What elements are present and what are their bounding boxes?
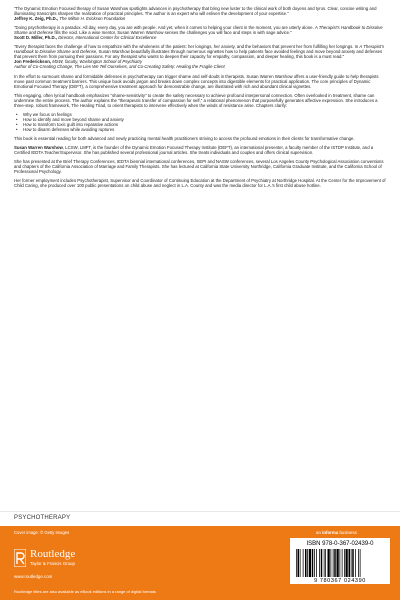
list-item: • Why we focus on feelings: [14, 112, 388, 117]
list-item: • How to identify and move beyond shame and anxiety: [14, 117, 388, 122]
publisher-name: Routledge: [30, 548, 76, 560]
description-paragraph: In the effort to surmount shame and formidable defenses in psychotherapy can trigger shame and self-doubt in therapists. Susan Warren Warshow offers a user-friendly guide to help therapists move past common treatment barriers. This unique book avoids jargon and breaks down complex concepts into digestible elements for practical application. The core principles of Dynamic Emotional Focused Therapy (DEFT), a comprehensive treatment approach for demonstrable change, are illustrated with rich and abundant clinical vignettes.: [14, 73, 379, 89]
list-item: • How to transform toxic guilt into reparative actions: [14, 122, 388, 127]
endorsement-zeig: [14, 6, 388, 21]
ebook-note: Routledge titles are also available as eBook editions in a range of digital formats: [14, 589, 156, 594]
endorsement-attribution: [14, 16, 388, 21]
author-bio: She has presented at the Brief Therapy Conferences, IEDTA biennial international conferences, SEPI and NASW conferences, several Los Angeles County Psychological Association conventions and chapters of the California Association of Marriage and Family Therapists. She has lectured at California State University Northridge, California Graduate Institute, and the California School of Professional Psychology.: [14, 159, 384, 175]
closing-paragraph: This book is essential reading for both advanced and newly practicing mental health practitioners striving to access the profound emotions in their clients for transformative change.: [14, 135, 355, 141]
book-title: A Therapist's Handbook to Dissolve Shame and Defense: [14, 25, 383, 36]
endorsement-attribution: [14, 35, 388, 40]
endorser-affiliation: MSW, faculty, Washington School of Psychiatry: [52, 59, 143, 65]
endorsement-quote: "The Dynamic Emotion Focused therapy of Susan Warshow spotlights advances in psychotherapy that bring new luster to the clinical work of both doyens and tyros. Clear, concise writing and illuminating transcripts sharpen the realization of practical principles. The author is an expert who will enliven the development of your expertise.": [14, 6, 377, 17]
publisher-footer: [0, 526, 400, 600]
barcode-number: 9 780367 024390: [314, 578, 366, 584]
cover-credit: Cover image: © Getty Images: [14, 530, 70, 535]
informa-business-label: an informa business: [316, 530, 357, 535]
barcode-graphic: [296, 549, 384, 577]
publisher-website[interactable]: www.routledge.com: [14, 574, 53, 579]
endorsement-frederickson: [14, 44, 388, 69]
endorser-name: Scott D. Miller, Ph.D.,: [14, 35, 57, 41]
author-bio: Her former employment includes Psychotherapist, Supervisor and Coordinator of Continuing Education at the Department of Psychiatry at Northridge Hospital. At the Center for the Improvement of Child Caring, she produced over 100 public presentations on child abuse and neglect in L.A. County and was the media director for L.A.'s first child abuse hotline.: [14, 178, 386, 189]
endorsement-quote: "Doing psychotherapy is a paradox. All day, every day, you are with people. And yet, when it comes to helping your client in the moment, you are utterly alone. A Therapist's Handbook to Dissolve Shame and Defense fills the void. Like a wise mentor, Susan Warren Warshow senses the challenges you will face and steps in with sage advice.": [14, 25, 383, 36]
endorser-name: Jon Frederickson,: [14, 59, 52, 65]
routledge-mark-icon: [14, 549, 26, 567]
endorser-affiliation: Director, International Center for Clinical Excellence: [58, 35, 157, 41]
author-bio: Susan Warren Warshow, LCSW, LMFT, is the founder of the Dynamic Emotion Focused Therapy Institute (DEFT), an international presenter, a faculty member of the ISTDP Institute, and a Certified IEDTA Teacher/Supervisor. She has published several professional journal articles. She treats individuals and couples and offers clinical supervision.: [14, 145, 374, 156]
endorsement-miller: [14, 25, 388, 40]
author-name: Susan Warren Warshow: [14, 145, 63, 151]
list-item: • How to disarm defenses while avoiding ruptures: [14, 127, 388, 132]
endorser-name: Jeffrey K. Zeig, Ph.D.,: [14, 16, 59, 22]
book-title: A Therapist's Handbook to Dissolve Shame and Defense: [14, 44, 385, 55]
publisher-group: Taylor & Francis Group: [30, 561, 75, 566]
isbn-label: ISBN 978-0-367-02439-0: [306, 541, 374, 547]
endorser-note: Author of Co-Creating Change, The Lies We Tell Ourselves, and Co-Creating Safety: Healing the Fragile Client: [14, 64, 225, 70]
endorser-affiliation: The Milton H. Erickson Foundation: [59, 16, 126, 22]
back-cover-text: [14, 6, 388, 192]
description-paragraph: This engaging, often lyrical handbook emphasizes "shame-sensitivity" to create the safety necessary to achieve profound interpersonal connection. Often overlooked in treatment, shame can undermine the entire process. The author explains the "therapeutic transfer of compassion for self," a relational phenomenon that purposefully generates affective expression. She introduces a three-step, robust framework, The Healing Triad, to orient therapists to intervene effectively when the winds of resistance arise. Chapters clarify:: [14, 92, 378, 108]
endorsement-quote: "Every therapist faces the challenge of how to empathize with the wholeness of the patient: her longings, her anxiety, and the behaviors that prevent her from fulfilling her longings. In A Therapist's Handbook to Dissolve Shame and Defense, Susan Warshow beautifully illustrates through numerous vignettes how to help patients face avoided feelings and move beyond anxiety and defenses that prevent them from pursuing their passions. For any therapist who wants to deepen their capacity for empathy, compassion, and deeper healing, this book is a must read.": [14, 44, 385, 60]
routledge-logo: [14, 548, 94, 570]
category-label: PSYCHOTHERAPY: [14, 515, 71, 521]
category-bar: [0, 511, 400, 527]
chapter-list: [14, 112, 388, 132]
isbn-barcode: [290, 538, 390, 584]
